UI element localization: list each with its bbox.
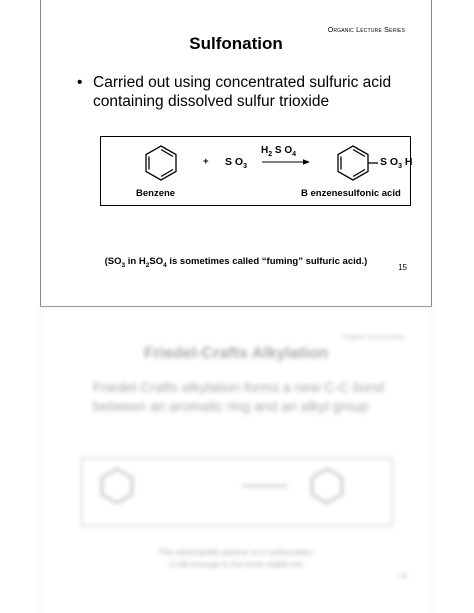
reaction-arrow-icon — [262, 159, 310, 165]
condition-h2so4: $H_2$ S $O_4$ — [261, 145, 297, 158]
slide-title: Friedel-Crafts Alkylation — [143, 345, 329, 362]
bullet-text: Carried out using concentrated sulfuric acid containing dissolved sulfur trioxide — [93, 74, 392, 110]
cumene-ring-icon — [312, 469, 342, 503]
bullet-point — [77, 73, 413, 111]
reaction-scheme — [100, 136, 411, 206]
lecture-series-header: Organic Lecture Series — [343, 335, 405, 341]
reagent-so3: S $O_3$ — [225, 156, 247, 171]
bullet-text: Friedel-Crafts alkylation forms a new C-C bond between an aromatic ring and an alkyl group — [93, 379, 384, 414]
label-benzenesulfonic-acid: B enzenesulfonic acid — [301, 188, 401, 199]
benzene-ring-icon — [146, 146, 176, 180]
benzene-ring-icon — [102, 469, 132, 503]
slide-friedel-crafts-preview — [40, 307, 432, 613]
reaction-scheme — [81, 458, 393, 526]
page-number: 16 — [399, 573, 407, 580]
product-so3h: S $O_3$ H — [380, 156, 413, 171]
label-benzene: Benzene — [136, 188, 176, 199]
lecture-series-header: Organic Lecture Series — [327, 27, 405, 34]
benzenesulfonic-ring-icon — [338, 146, 378, 180]
reaction-drawing — [82, 459, 394, 527]
plus-sign: + — [203, 156, 209, 167]
footnote: ($SO_3$ in $H_2SO_4$ is sometimes called “fuming” sulfuric acid.) — [104, 256, 368, 269]
page-number: 15 — [398, 263, 407, 272]
note-text: The electrophilic partner is a carbocation; it will arrange to the most stable ion — [158, 547, 314, 569]
slide-sulfonation — [40, 0, 432, 307]
bullet-icon: • — [77, 74, 83, 91]
slide-title: Sulfonation — [189, 34, 283, 53]
